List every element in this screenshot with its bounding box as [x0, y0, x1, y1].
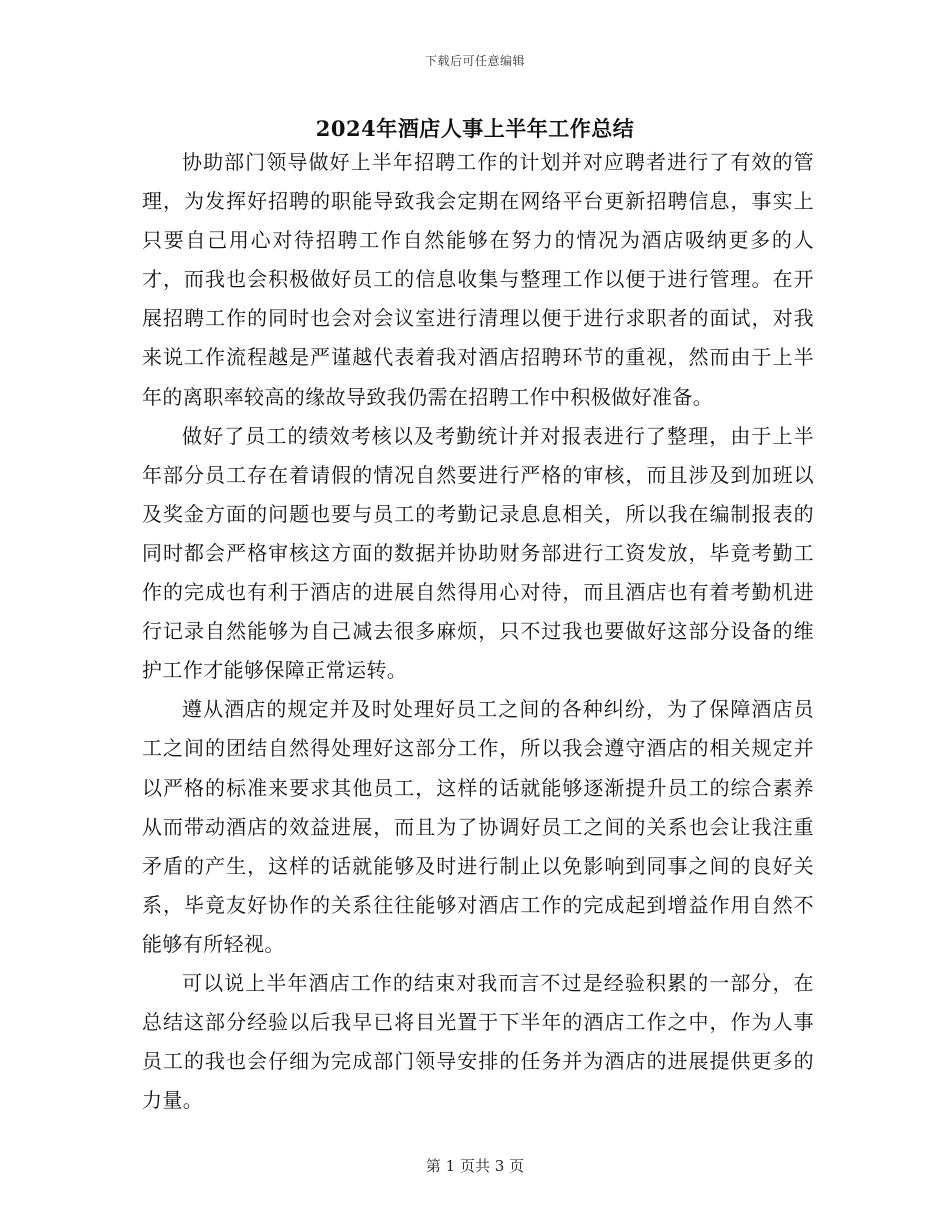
document-body [142, 143, 814, 1120]
paragraph-attendance: 做好了员工的绩效考核以及考勤统计并对报表进行了整理，由于上半年部分员工存在着请假的情况自然要进行严格的审核，而且涉及到加班以及奖金方面的问题也要与员工的考勤记录息息相关，所以我在编制报表的同时都会严格审核这方面的数据并协助财务部进行工资发放，毕竟考勤工作的完成也有利于酒店的进展自然得用心对待，而且酒店也有着考勤机进行记录自然能够为自己减去很多麻烦，只不过我也要做好这部分设备的维护工作才能够保障正常运转。 [142, 423, 814, 683]
paragraph-disputes: 遵从酒店的规定并及时处理好员工之间的各种纠纷，为了保障酒店员工之间的团结自然得处理好这部分工作，所以我会遵守酒店的相关规定并以严格的标准来要求其他员工，这样的话就能够逐渐提升员工的综合素养从而带动酒店的效益进展，而且为了协调好员工之间的关系也会让我注重矛盾的产生，这样的话就能够及时进行制止以免影响到同事之间的良好关系，毕竟友好协作的关系往往能够对酒店工作的完成起到增益作用自然不能够有所轻视。 [142, 697, 814, 956]
paragraph-conclusion: 可以说上半年酒店工作的结束对我而言不过是经验积累的一部分，在总结这部分经验以后我早已将目光置于下半年的酒店工作之中，作为人事员工的我也会仔细为完成部门领导安排的任务并为酒店的进展提供更多的力量。 [142, 970, 814, 1113]
document-title: 2024年酒店人事上半年工作总结 [315, 116, 635, 141]
paragraph-recruitment: 协助部门领导做好上半年招聘工作的计划并对应聘者进行了有效的管理，为发挥好招聘的职能导致我会定期在网络平台更新招聘信息，事实上只要自己用心对待招聘工作自然能够在努力的情况为酒店吸纳更多的人才，而我也会积极做好员工的信息收集与整理工作以便于进行管理。在开展招聘工作的同时也会对会议室进行清理以便于进行求职者的面试，对我来说工作流程越是严谨越代表着我对酒店招聘环节的重视，然而由于上半年的离职率较高的缘故导致我仍需在招聘工作中积极做好准备。 [142, 150, 814, 409]
page-header: 下载后可任意编辑 [424, 54, 525, 68]
page-footer: 第 1 页共 3 页 [425, 1157, 525, 1175]
